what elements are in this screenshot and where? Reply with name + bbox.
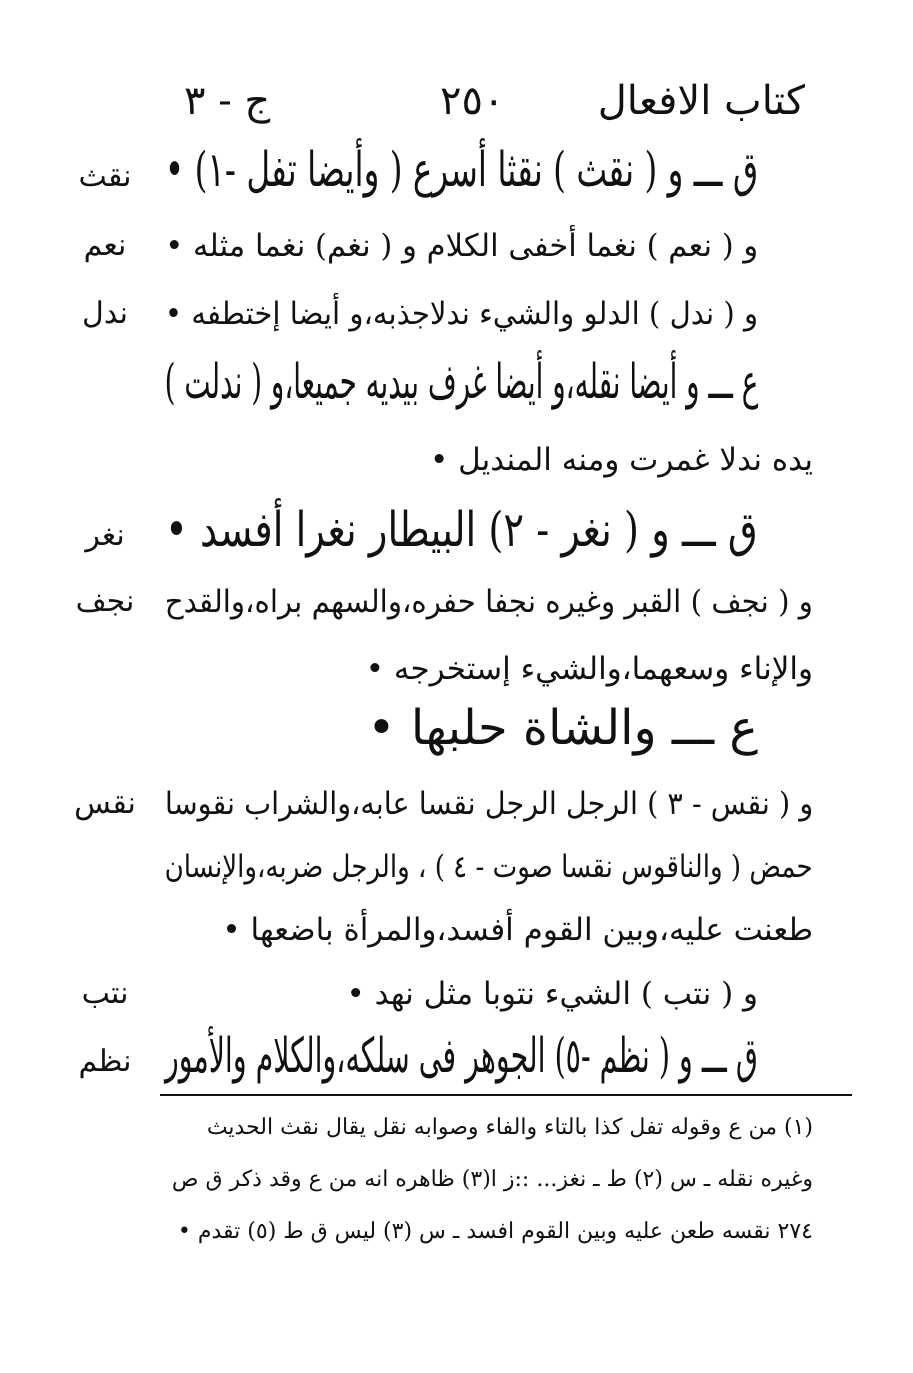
entry-line: و ( نجف ) القبر وغيره نجفا حفره،والسهم براه،والقدح bbox=[164, 584, 813, 620]
footnote-line: (١) من ع وقوله تفل كذا بالتاء والفاء وصوابه نقل يقال نقث الحديث bbox=[206, 1115, 813, 1140]
entry-line: ع ـــ و أيضا نقله،و أيضا غرف بيديه جميعا،و ( ندلت ) bbox=[164, 354, 758, 410]
entry-line: والإناء وسعهما،والشيء إستخرجه • bbox=[365, 651, 813, 687]
margin-root: نتب bbox=[81, 976, 129, 1011]
margin-root: نقث bbox=[78, 159, 132, 194]
footnote-line: ٢٧٤ نقسه طعن عليه وبين القوم افسد ـ س (٣) ليس ق ط (٥) تقدم • bbox=[177, 1219, 813, 1244]
entry-line: و ( نعم ) نغما أخفى الكلام و ( نغم) نغما مثله • bbox=[165, 228, 758, 264]
entry-line: و ( نقس - ٣ ) الرجل الرجل نقسا عابه،والشراب نقوسا bbox=[164, 786, 813, 822]
entry-line: ع ـــ والشاة حلبها • bbox=[367, 700, 758, 756]
entry-line: يده ندلا غمرت ومنه المنديل • bbox=[430, 442, 813, 478]
entry-line: ق ـــ و ( نقث ) نقثا أسرع ( وأيضا تفل -١) • bbox=[164, 142, 758, 198]
margin-root: نعم bbox=[83, 228, 127, 263]
margin-root: نظم bbox=[78, 1044, 132, 1079]
entry-line: حمض ( والناقوس نقسا صوت - ٤ ) ، والرجل ضربه،والإنسان bbox=[165, 849, 813, 885]
volume-label: ج - ٣ bbox=[184, 78, 271, 124]
entry-line: ق ـــ و ( نغر - ٢) البيطار نغرا أفسد • bbox=[165, 502, 758, 558]
margin-root: نغر bbox=[85, 518, 125, 553]
footnote-divider bbox=[160, 1094, 852, 1096]
margin-root: نقس bbox=[74, 786, 136, 821]
margin-root: نجف bbox=[75, 584, 135, 619]
footnote-line: وغيره نقله ـ س (٢) ط ـ نغز... ::ز ا(٣) ظاهره انه من ع وقد ذكر ق ص bbox=[171, 1167, 813, 1192]
margin-root: ندل bbox=[82, 296, 128, 331]
book-title: كتاب الافعال bbox=[597, 78, 805, 124]
entry-line: ق ـــ و ( نظم -٥) الجوهر فى سلكه،والكلام والأمور bbox=[165, 1028, 758, 1084]
entry-line: و ( نتب ) الشيء نتوبا مثل نهد • bbox=[346, 976, 758, 1012]
page-number: ٢٥٠ bbox=[440, 78, 505, 124]
entry-line: طعنت عليه،وبين القوم أفسد،والمرأة باضعها • bbox=[222, 912, 813, 948]
entry-line: و ( ندل ) الدلو والشيء ندلاجذبه،و أيضا إختطفه • bbox=[164, 296, 758, 332]
